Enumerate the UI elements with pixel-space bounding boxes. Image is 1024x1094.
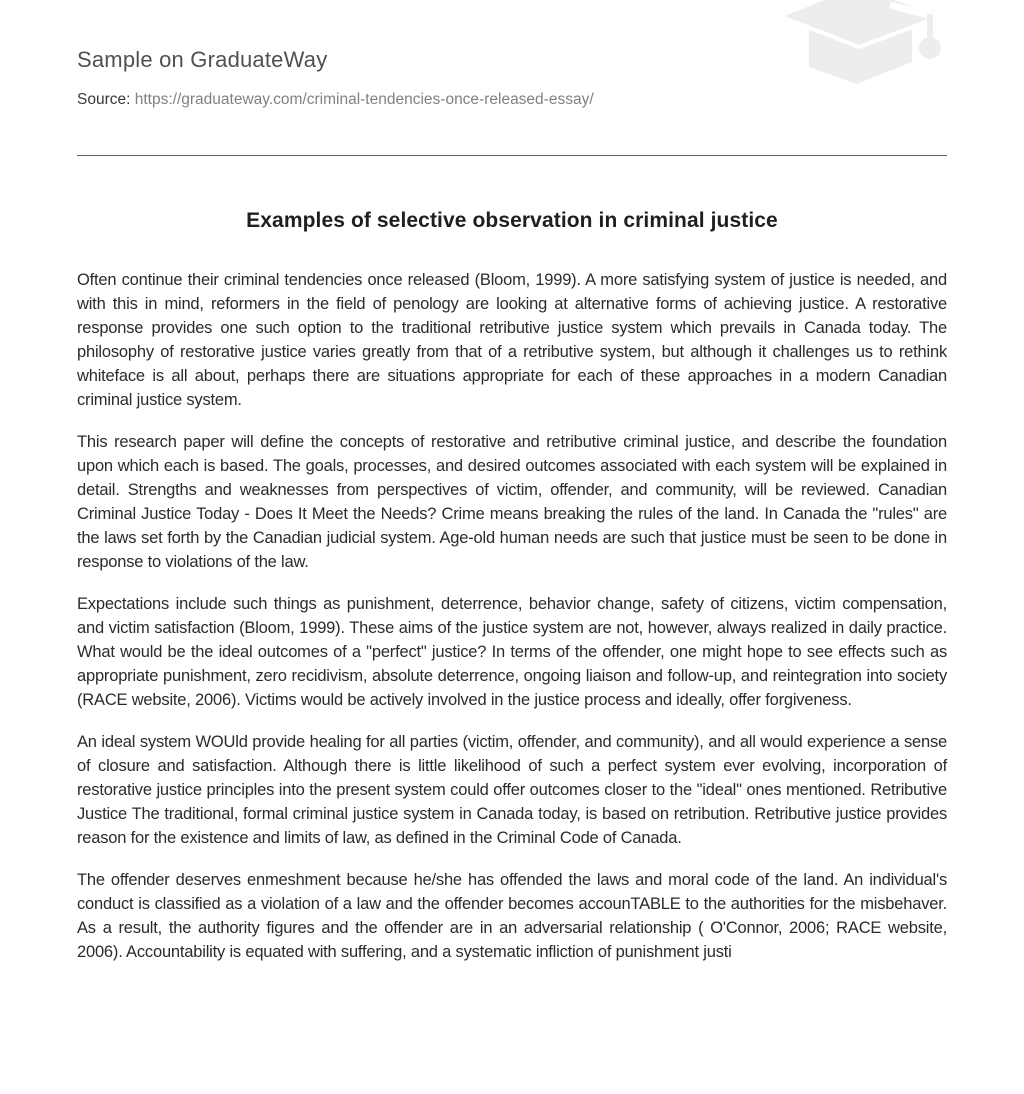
source-label: Source: [77,91,131,109]
essay-title: Examples of selective observation in criminal justice [246,208,778,232]
source-url-link[interactable]: https://graduateway.com/criminal-tendencies-once-released-essay/ [134,91,594,109]
essay-paragraph: This research paper will define the concepts of restorative and retributive criminal justice, and describe the foundation upon which each is based. The goals, processes, and desired outcomes associated with each system will be explained in detail. Strengths and weaknesses from perspectives of victim, offender, and community, will be reviewed. Canadian Criminal Justice Today - Does It Meet the Needs? Crime means breaking the rules of the land. In Canada the "rules" are the laws set forth by the Canadian judicial system. Age-old human needs are such that justice must be seen to be done in response to violations of the law. [77,432,947,571]
graduation-cap-icon [777,0,947,92]
essay-body [77,268,947,964]
document-header [77,0,947,110]
essay-paragraph: Often continue their criminal tendencies once released (Bloom, 1999). A more satisfying system of justice is needed, and with this in mind, reformers in the field of penology are looking at alternative forms of achieving justice. A restorative response provides one such option to the traditional retributive justice system which prevails in Canada today. The philosophy of restorative justice varies greatly from that of a retributive system, but although it challenges us to rethink whiteface is all about, perhaps there are situations appropriate for each of these approaches in a modern Canadian criminal justice system. [77,270,947,409]
essay-paragraph: An ideal system WOUld provide healing for all parties (victim, offender, and community), and all would experience a sense of closure and satisfaction. Although there is little likelihood of such a perfect system ever evolving, incorporation of restorative justice principles into the present system could offer outcomes closer to the "ideal" ones mentioned. Retributive Justice The traditional, formal criminal justice system in Canada today, is based on retribution. Retributive justice provides reason for the existence and limits of law, as defined in the Criminal Code of Canada. [77,732,947,847]
divider [77,155,947,156]
page-title: Sample on GraduateWay [77,47,328,72]
source-line [77,91,947,110]
essay-content [77,209,947,964]
essay-paragraph: Expectations include such things as punishment, deterrence, behavior change, safety of citizens, victim compensation, and victim satisfaction (Bloom, 1999). These aims of the justice system are not, however, always realized in daily practice. What would be the ideal outcomes of a "perfect" justice? In terms of the offender, one might hope to see effects such as appropriate punishment, zero recidivism, absolute deterrence, ongoing liaison and follow-up, and reintegration into society (RACE website, 2006). Victims would be actively involved in the justice process and ideally, offer forgiveness. [77,594,947,709]
essay-paragraph: The offender deserves enmeshment because he/she has offended the laws and moral code of the land. An individual's conduct is classified as a violation of a law and the offender becomes accounTABLE to the authorities for the misbehaver. As a result, the authority figures and the offender are in an adversarial relationship ( O'Connor, 2006; RACE website, 2006). Accountability is equated with suffering, and a systematic infliction of punishment justi [77,870,947,961]
